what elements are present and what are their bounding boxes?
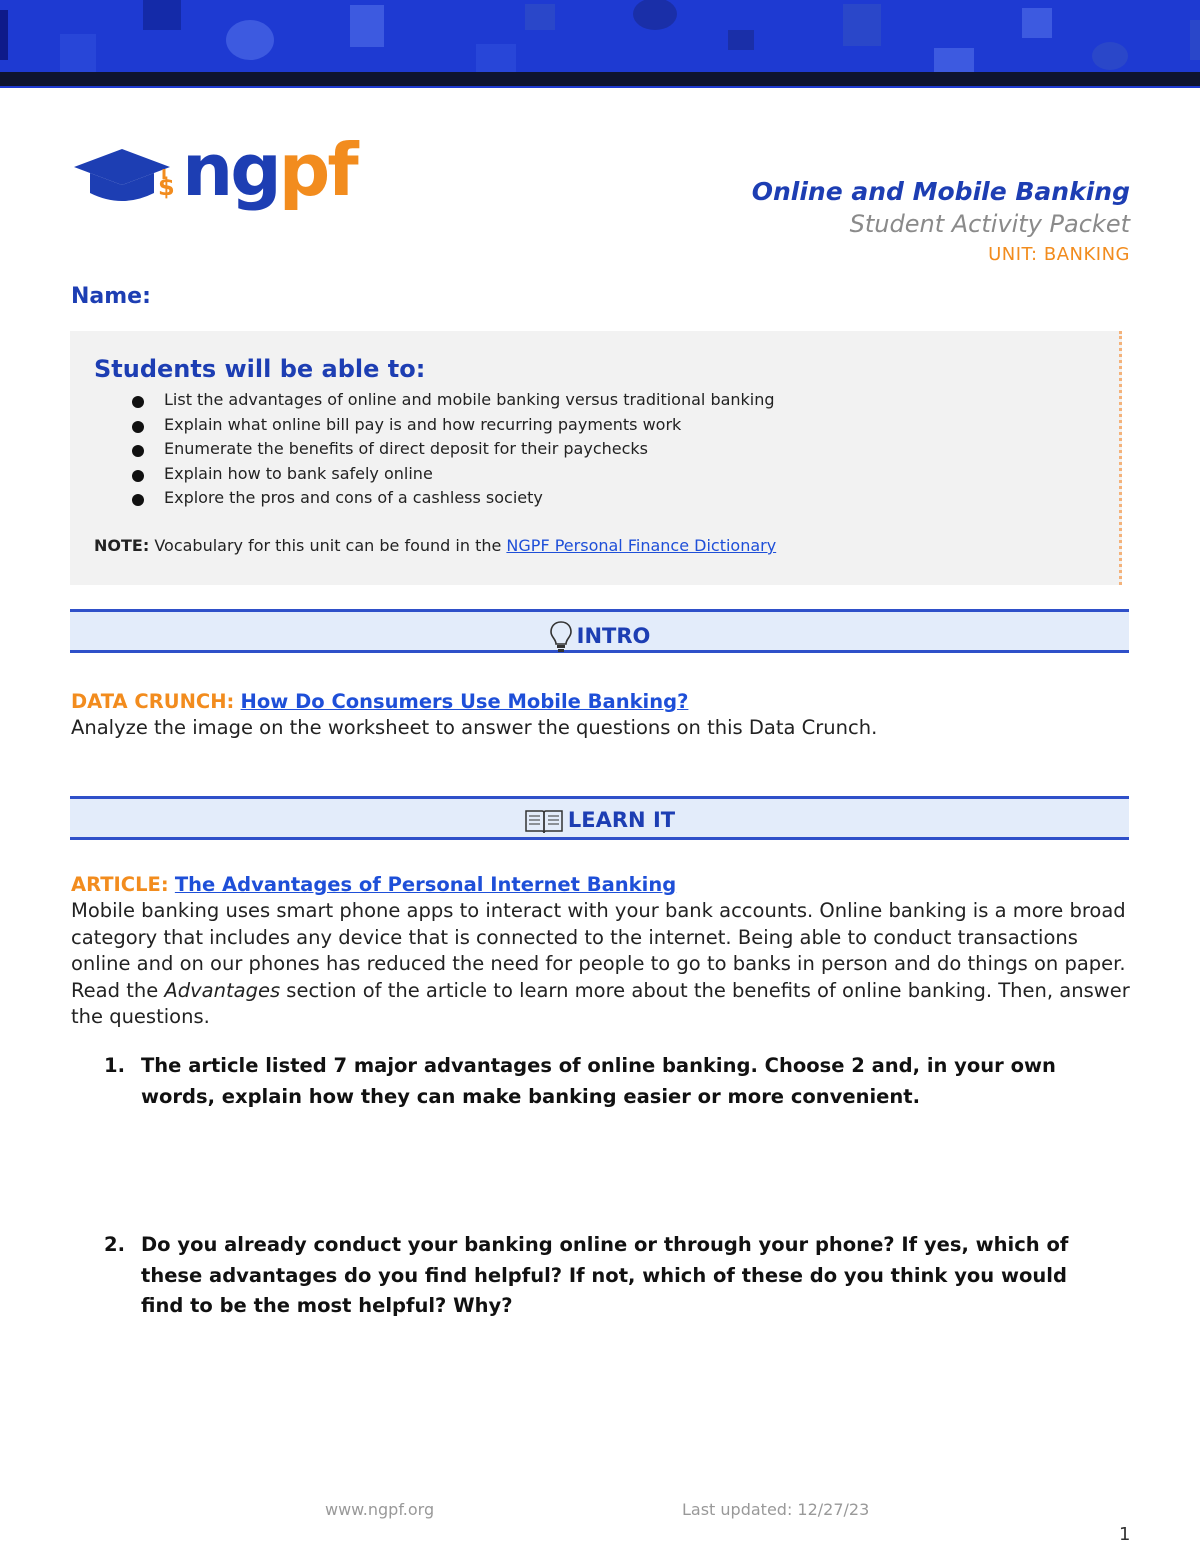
open-book-icon: [524, 807, 564, 835]
objectives-heading: Students will be able to:: [94, 355, 426, 383]
objective-item: Explain what online bill pay is and how recurring payments work: [132, 413, 775, 438]
data-crunch-block: [71, 689, 1131, 742]
svg-text:$: $: [158, 173, 175, 201]
banner-pattern: [0, 0, 1200, 72]
objectives-list: [132, 388, 775, 511]
article-text: Mobile banking uses smart phone apps to interact with your bank accounts. Online banking is a more broad category that includes any device that is connected to the internet. Being able to conduct transactions online and on our phones has reduced the need for people to go to banks in person and do things on paper. Read the Advantages section of the article to learn more about the benefits of online banking. Then, answer the questions.: [71, 899, 1130, 1029]
document-title: Online and Mobile Banking: [751, 177, 1130, 206]
objective-item: Explain how to bank safely online: [132, 462, 775, 487]
document-subtitle: Student Activity Packet: [849, 210, 1130, 238]
unit-label: UNIT: BANKING: [988, 244, 1130, 265]
intro-section-header: [70, 609, 1129, 653]
question-text: Do you already conduct your banking online or through your phone? If yes, which of these advantages do you find helpful? If not, which of these do you think you would find to be the most helpful? Why?: [141, 1233, 1069, 1317]
document-title-block: [752, 176, 1130, 270]
footer-last-updated: Last updated: 12/27/23: [682, 1500, 870, 1519]
question-1: [104, 1051, 1094, 1112]
vocabulary-note: [94, 536, 776, 555]
objective-item: List the advantages of online and mobile banking versus traditional banking: [132, 388, 775, 413]
dictionary-link[interactable]: NGPF Personal Finance Dictionary: [506, 536, 777, 555]
objective-item: Explore the pros and cons of a cashless society: [132, 486, 775, 511]
footer-url: www.ngpf.org: [325, 1500, 435, 1519]
data-crunch-tag: DATA CRUNCH:: [71, 690, 235, 713]
note-label: NOTE:: [94, 536, 150, 555]
data-crunch-link[interactable]: How Do Consumers Use Mobile Banking?: [240, 690, 689, 713]
lightbulb-icon: [549, 620, 573, 654]
objective-item: Enumerate the benefits of direct deposit for their paychecks: [132, 437, 775, 462]
article-tag: ARTICLE:: [71, 873, 169, 896]
article-link[interactable]: The Advantages of Personal Internet Banking: [174, 873, 677, 896]
page-number: 1: [1119, 1524, 1131, 1545]
question-text: The article listed 7 major advantages of online banking. Choose 2 and, in your own words, explain how they can make banking easier or more convenient.: [141, 1054, 1056, 1108]
intro-section-label: INTRO: [70, 620, 1129, 654]
note-text: Vocabulary for this unit can be found in the: [149, 536, 507, 555]
objectives-box: [70, 331, 1122, 585]
article-block: [71, 872, 1131, 1030]
ngpf-logo: [72, 128, 372, 215]
banner-dark-strip: [0, 72, 1200, 86]
data-crunch-text: Analyze the image on the worksheet to answer the questions on this Data Crunch.: [71, 716, 878, 740]
name-label: Name:: [71, 284, 151, 309]
learn-section-header: [70, 796, 1129, 840]
question-number: 2.: [104, 1233, 125, 1256]
question-2: [104, 1230, 1094, 1322]
graduation-cap-icon: [72, 139, 182, 209]
header-banner: [0, 0, 1200, 88]
question-number: 1.: [104, 1054, 125, 1077]
learn-section-label: LEARN IT: [70, 807, 1129, 835]
logo-wordmark: ngpf: [182, 128, 356, 212]
